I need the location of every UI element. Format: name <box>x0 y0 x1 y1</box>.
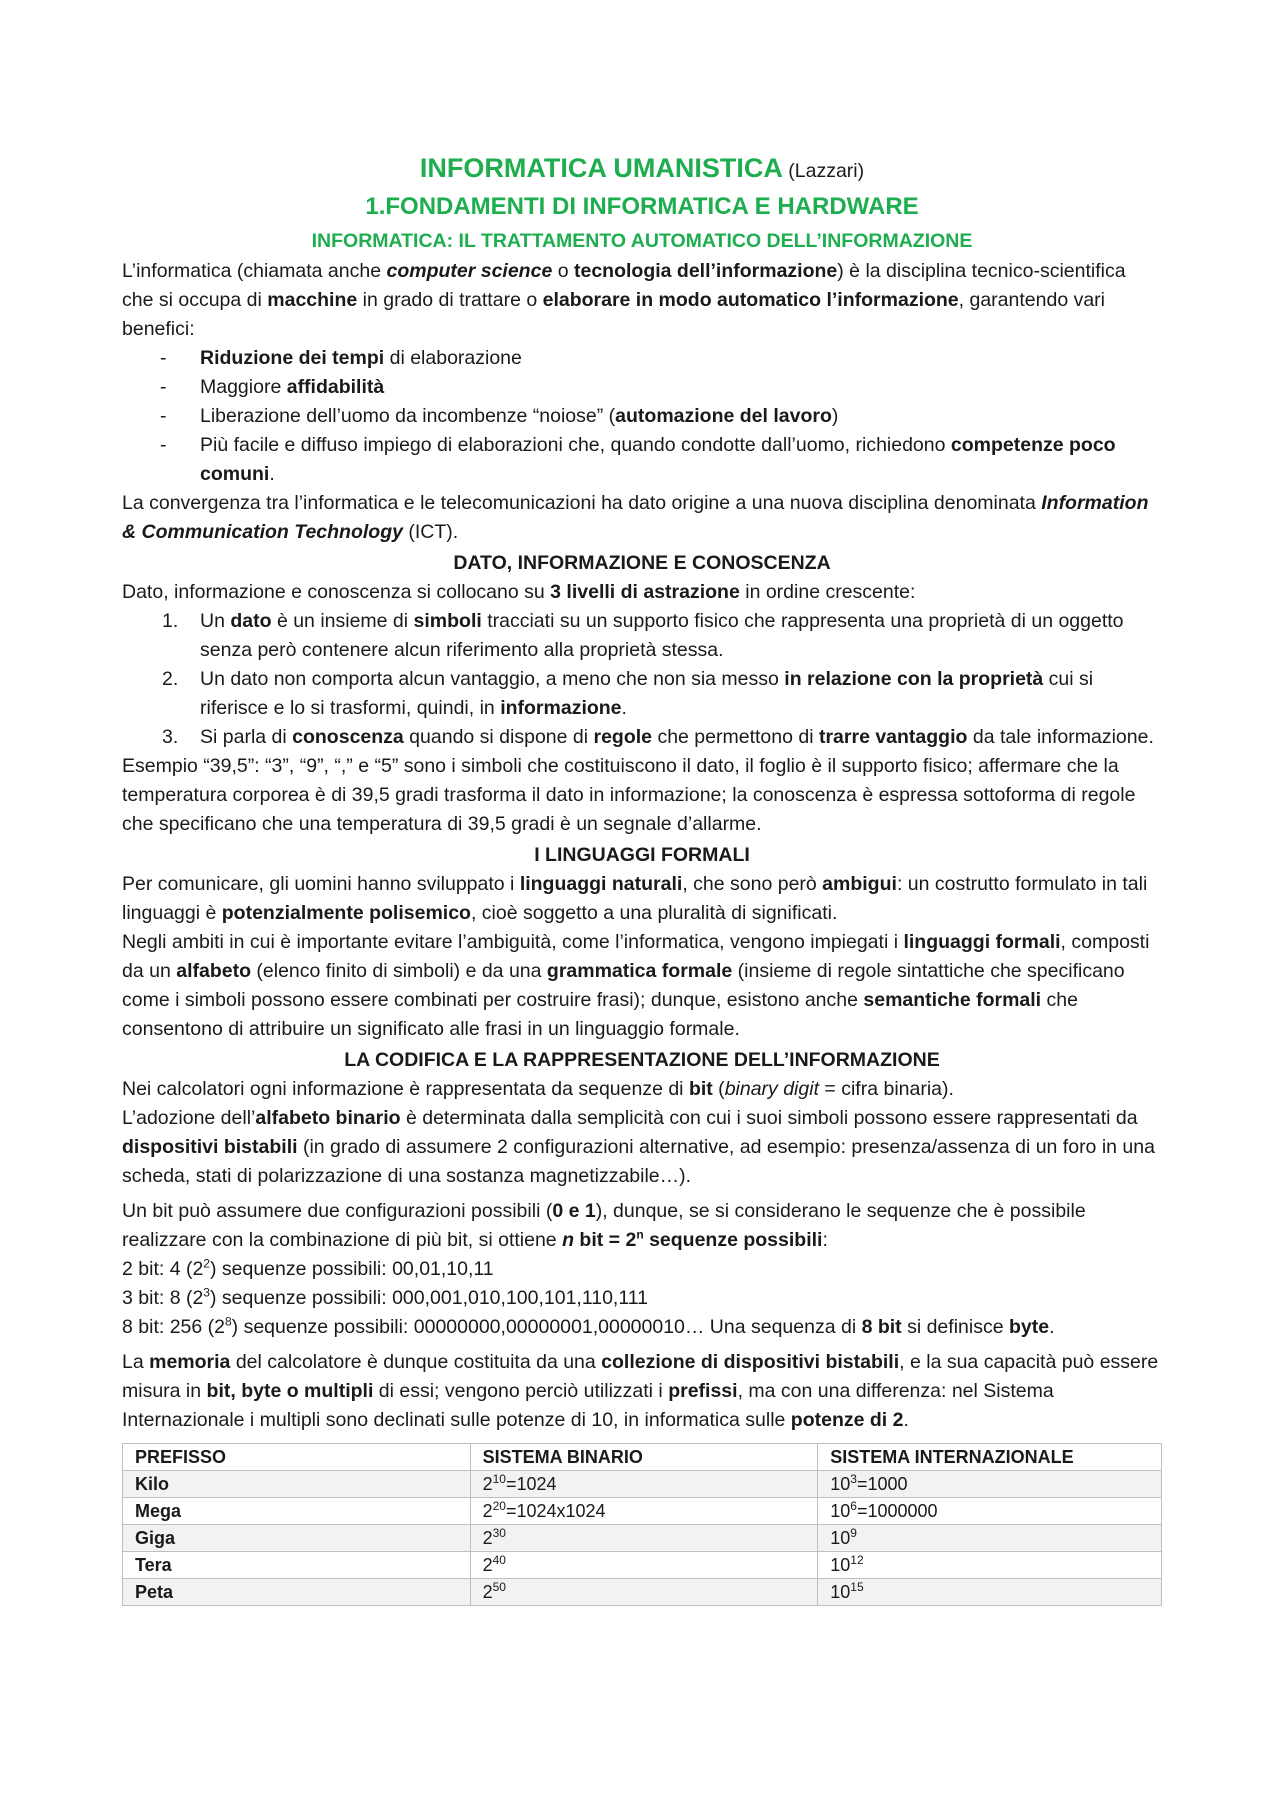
text: automazione del lavoro <box>615 405 832 427</box>
text: n <box>636 1227 644 1242</box>
cell-text: =1024x1024 <box>505 1501 606 1521</box>
section-heading-linguaggi: I LINGUAGGI FORMALI <box>534 844 750 866</box>
text: , e la sua capacità può essere misura in <box>122 1351 1159 1402</box>
term-tecnologia: tecnologia dell’informazione <box>573 260 838 282</box>
text: , che sono però <box>682 873 823 895</box>
exponent: 6 <box>850 1499 857 1513</box>
paragraph-memory <box>122 1348 1162 1435</box>
text: è un insieme di <box>271 610 414 632</box>
text: è determinata dalla semplicità con cui i suoi simboli possono essere rappresentati da <box>400 1107 1138 1129</box>
table-cell <box>123 1471 471 1498</box>
text: 8 bit: 256 (2 <box>122 1316 225 1338</box>
text: 3 <box>203 1285 210 1300</box>
text: alfabeto binario <box>255 1107 401 1129</box>
cell-text: Mega <box>135 1501 182 1521</box>
cell-text: Giga <box>135 1528 176 1548</box>
table-row <box>123 1579 1162 1606</box>
text: linguaggi formali <box>903 931 1061 953</box>
table-cell <box>123 1498 471 1525</box>
text: regole <box>593 726 653 748</box>
text: ) sequenze possibili: 000,001,010,100,101,110,111 <box>209 1287 648 1309</box>
text: quando si dispone di <box>403 726 594 748</box>
table-row <box>123 1471 1162 1498</box>
text: simboli <box>413 610 482 632</box>
document-page <box>122 150 1162 1606</box>
cell-text: 2 <box>482 1474 493 1494</box>
list-item <box>200 373 1162 402</box>
text: in grado di trattare o <box>357 289 543 311</box>
section-heading-codifica: LA CODIFICA E LA RAPPRESENTAZIONE DELL’INFORMAZIONE <box>344 1049 940 1071</box>
list-item <box>200 723 1162 752</box>
text: 3 livelli di astrazione <box>550 581 740 603</box>
table-cell <box>818 1552 1162 1579</box>
table-cell <box>818 1498 1162 1525</box>
text: grammatica formale <box>546 960 733 982</box>
text: Si parla di <box>200 726 293 748</box>
exponent: 10 <box>492 1472 506 1486</box>
cell-text: 2 <box>482 1555 493 1575</box>
cell-text: 10 <box>830 1501 851 1521</box>
text: . <box>1049 1316 1055 1338</box>
paragraph-formal-languages <box>122 928 1162 1044</box>
text: . <box>269 463 275 485</box>
text: L’adozione dell’ <box>122 1107 256 1129</box>
example-3-bit <box>122 1284 1162 1313</box>
text: Maggiore <box>200 376 287 398</box>
cell-text: 10 <box>830 1582 851 1602</box>
term-computer-science: computer science <box>386 260 553 282</box>
text: in relazione con la proprietà <box>784 668 1044 690</box>
text: di essi; vengono perciò utilizzati i <box>373 1380 669 1402</box>
chapter-heading: 1.FONDAMENTI DI INFORMATICA E HARDWARE <box>365 193 919 220</box>
table-row <box>123 1552 1162 1579</box>
text: del calcolatore è dunque costituita da una <box>230 1351 602 1373</box>
text: . <box>621 697 627 719</box>
text: affidabilità <box>286 376 385 398</box>
text: Negli ambiti in cui è importante evitare l’ambiguità, come l’informatica, vengono impiegati i <box>122 931 904 953</box>
example-8-bit <box>122 1313 1162 1342</box>
list-item <box>200 431 1162 489</box>
table-cell <box>818 1525 1162 1552</box>
text: che permettono di <box>652 726 819 748</box>
text: 3 bit: 8 (2 <box>122 1287 204 1309</box>
text: da tale informazione. <box>967 726 1154 748</box>
text: sequenze possibili <box>643 1229 823 1251</box>
cell-text: Peta <box>135 1582 174 1602</box>
text: , cioè soggetto a una pluralità di significati. <box>470 902 838 924</box>
text: informazione <box>500 697 622 719</box>
text: 0 e 1 <box>552 1200 596 1222</box>
exponent: 12 <box>850 1553 864 1567</box>
text: ) è la disciplina tecnico-scientifica che si occupa di <box>122 260 1126 311</box>
text: alfabeto <box>176 960 251 982</box>
text: , garantendo vari benefici: <box>122 289 1106 340</box>
list-item <box>200 344 1162 373</box>
table-row <box>123 1525 1162 1552</box>
text: Più facile e diffuso impiego di elaborazioni che, quando condotte dall’uomo, richiedono <box>200 434 951 456</box>
text: L’informatica (chiamata anche <box>122 260 387 282</box>
text: bit, byte o multipli <box>206 1380 374 1402</box>
exponent: 40 <box>492 1553 506 1567</box>
text: che consentono di attribuire un significato alle frasi in un linguaggio formale. <box>122 989 1078 1040</box>
text: bit <box>688 1078 713 1100</box>
cell-text: Kilo <box>135 1474 169 1494</box>
text: (elenco finito di simboli) e da una <box>250 960 547 982</box>
cell-text: =1000 <box>856 1474 908 1494</box>
text: semantiche formali <box>863 989 1042 1011</box>
text: Liberazione dell’uomo da incombenze “noiose” ( <box>200 405 616 427</box>
text: competenze poco comuni <box>200 434 1116 485</box>
text: binary digit <box>724 1078 819 1100</box>
paragraph-ict <box>122 489 1162 547</box>
title-main: INFORMATICA UMANISTICA <box>419 153 783 183</box>
table-row <box>123 1498 1162 1525</box>
cell-text: =1000000 <box>856 1501 938 1521</box>
text: Nei calcolatori ogni informazione è rappresentata da sequenze di <box>122 1078 689 1100</box>
cell-text: 10 <box>830 1474 851 1494</box>
text: ), dunque, se si considerano le sequenze che è possibile realizzare con la combinazione di più bit, si ottiene <box>122 1200 1086 1251</box>
text: conoscenza <box>292 726 404 748</box>
exponent: 30 <box>492 1526 506 1540</box>
example-2-bit <box>122 1255 1162 1284</box>
text: : un costrutto formulato in tali linguaggi è <box>122 873 1148 924</box>
term-elaborare: elaborare in modo automatico l’informazione <box>542 289 959 311</box>
exponent: 50 <box>492 1580 506 1594</box>
cell-text: Tera <box>135 1555 172 1575</box>
table-cell <box>470 1552 818 1579</box>
cell-text: 2 <box>482 1582 493 1602</box>
title-author: (Lazzari) <box>788 160 865 182</box>
text: prefissi <box>668 1380 738 1402</box>
text: potenzialmente polisemico <box>221 902 471 924</box>
text: dispositivi bistabili <box>122 1136 298 1158</box>
text: 2 <box>203 1256 210 1271</box>
list-item <box>200 402 1162 431</box>
text: ( <box>712 1078 725 1100</box>
table-cell <box>818 1471 1162 1498</box>
text: memoria <box>149 1351 231 1373</box>
table-cell <box>123 1552 471 1579</box>
text: (ICT). <box>402 521 459 543</box>
text: . <box>903 1409 909 1431</box>
text: , ma con una differenza: nel Sistema Internazionale i multipli sono declinati sulle potenze di 10, in informatica sulle <box>122 1380 1054 1431</box>
cell-text: =1024 <box>505 1474 557 1494</box>
text: di elaborazione <box>384 347 522 369</box>
text: Un <box>200 610 231 632</box>
text: si definisce <box>901 1316 1009 1338</box>
text: in ordine crescente: <box>739 581 916 603</box>
table-cell <box>470 1579 818 1606</box>
text: ambigui <box>822 873 897 895</box>
paragraph-bit <box>122 1075 1162 1104</box>
text: o <box>552 260 574 282</box>
text: La <box>122 1351 150 1373</box>
paragraph-binary-alphabet <box>122 1104 1162 1191</box>
text: (in grado di assumere 2 configurazioni alternative, ad esempio: presenza/assenza di un foro in una scheda, stati di polarizzazione di una sostanza magnetizzabile…). <box>122 1136 1155 1187</box>
text: Un dato non comporta alcun vantaggio, a meno che non sia messo <box>200 668 785 690</box>
table-cell <box>470 1525 818 1552</box>
column-header: PREFISSO <box>123 1444 471 1471</box>
cell-text: 2 <box>482 1528 493 1548</box>
prefix-table <box>122 1443 1162 1606</box>
table-cell <box>818 1579 1162 1606</box>
text: cui si riferisce e lo si trasformi, quindi, in <box>200 668 1094 719</box>
document-title <box>122 150 1162 189</box>
column-header: SISTEMA INTERNAZIONALE <box>818 1444 1162 1471</box>
text: La convergenza tra l’informatica e le telecomunicazioni ha dato origine a una nuova disciplina denominata <box>122 492 1042 514</box>
text: 8 <box>224 1314 232 1329</box>
paragraph-example: Esempio “39,5”: “3”, “9”, “,” e “5” sono i simboli che costituiscono il dato, il foglio è il supporto fisico; affermare che la temperatura corporea è di 39,5 gradi trasforma il dato in informazione; la conoscenza è espressa sottoforma di regole che specificano che una temperatura di 39,5 gradi è un segnale d’allarme. <box>122 755 1136 835</box>
text: n <box>562 1229 574 1251</box>
cell-text: 10 <box>830 1555 851 1575</box>
text: (insieme di regole sintattiche che specificano come i simboli possono essere combinati per costruire frasi); dunque, esistono anche <box>122 960 1125 1011</box>
text: dato <box>230 610 272 632</box>
text: potenze di 2 <box>790 1409 904 1431</box>
exponent: 3 <box>850 1472 857 1486</box>
text: ) sequenze possibili: 00,01,10,11 <box>209 1258 494 1280</box>
text: 8 bit <box>861 1316 902 1338</box>
paragraph-levels-intro <box>122 578 1162 607</box>
cell-text: 10 <box>830 1528 851 1548</box>
text: ) <box>831 405 839 427</box>
exponent: 15 <box>850 1580 864 1594</box>
text: bit = 2 <box>574 1229 637 1251</box>
text: trarre vantaggio <box>818 726 968 748</box>
term-ict: Information & Communication Technology <box>122 492 1149 543</box>
column-header: SISTEMA BINARIO <box>470 1444 818 1471</box>
text: = cifra binaria). <box>819 1078 954 1100</box>
text: Un bit può assumere due configurazioni possibili ( <box>122 1200 553 1222</box>
text: : <box>822 1229 828 1251</box>
table-cell <box>123 1579 471 1606</box>
levels-list <box>122 607 1162 752</box>
text: byte <box>1008 1316 1050 1338</box>
text: 2 bit: 4 (2 <box>122 1258 204 1280</box>
list-item <box>200 665 1162 723</box>
text: Dato, informazione e conoscenza si collocano su <box>122 581 551 603</box>
paragraph-natural-languages <box>122 870 1162 928</box>
text: Riduzione dei tempi <box>200 347 385 369</box>
cell-text: 2 <box>482 1501 493 1521</box>
table-header-row <box>123 1444 1162 1471</box>
benefits-list <box>122 344 1162 489</box>
list-item <box>200 607 1162 665</box>
text: collezione di dispositivi bistabili <box>601 1351 900 1373</box>
exponent: 9 <box>850 1526 857 1540</box>
text: tracciati su un supporto fisico che rappresenta una proprietà di un oggetto senza però contenere alcun riferimento alla proprietà stessa. <box>200 610 1124 661</box>
text: linguaggi naturali <box>519 873 683 895</box>
table-cell <box>470 1471 818 1498</box>
text: , composti da un <box>122 931 1150 982</box>
exponent: 20 <box>492 1499 506 1513</box>
section-heading-dato: DATO, INFORMAZIONE E CONOSCENZA <box>453 552 831 574</box>
table-cell <box>123 1525 471 1552</box>
term-macchine: macchine <box>267 289 358 311</box>
paragraph-configurations <box>122 1197 1162 1255</box>
paragraph-definition <box>122 257 1162 344</box>
section-heading-informatica: INFORMATICA: IL TRATTAMENTO AUTOMATICO DELL’INFORMAZIONE <box>311 230 973 252</box>
text: ) sequenze possibili: 00000000,00000001,00000010… Una sequenza di <box>231 1316 862 1338</box>
text: Per comunicare, gli uomini hanno sviluppato i <box>122 873 520 895</box>
table-cell <box>470 1498 818 1525</box>
table-body <box>123 1471 1162 1606</box>
